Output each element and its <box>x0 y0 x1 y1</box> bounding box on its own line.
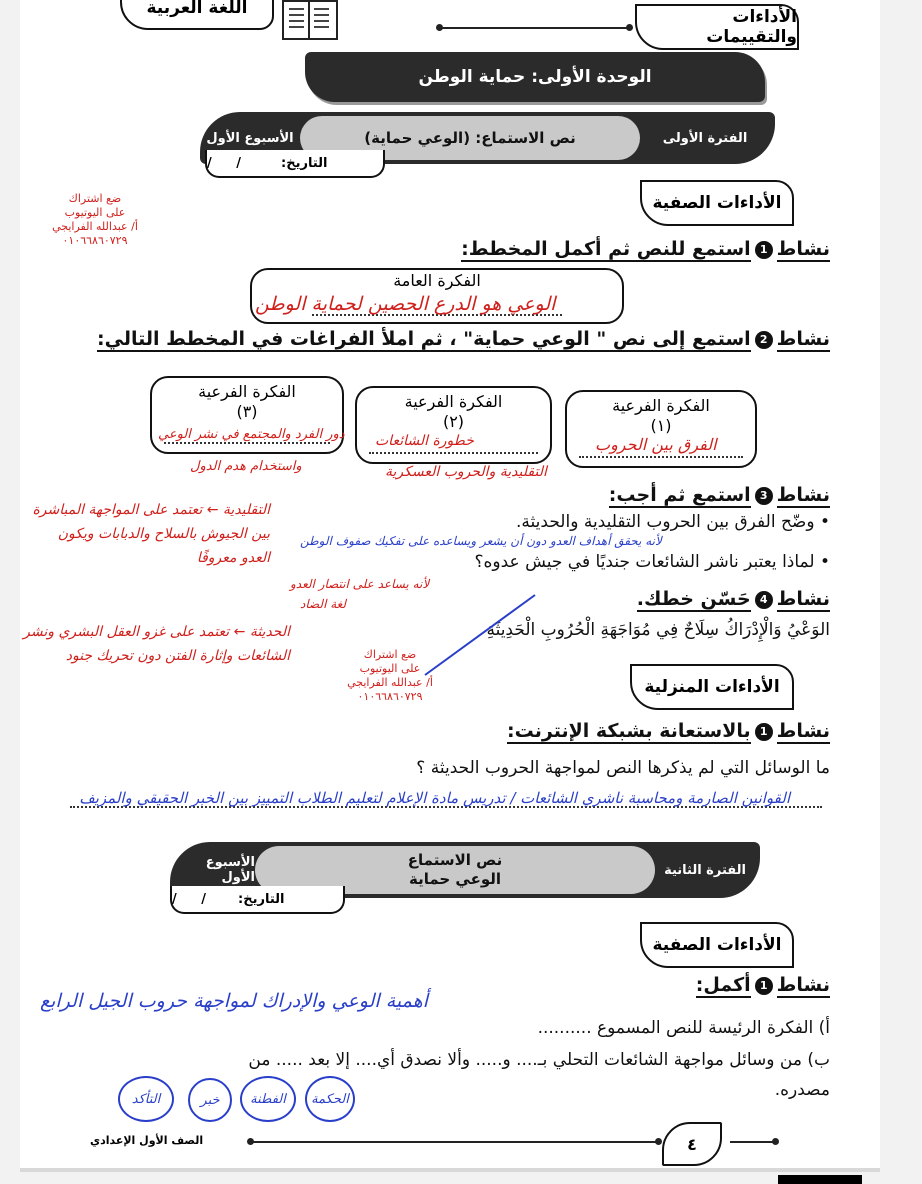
handwritten-note: لأنه يساعد على انتصار العدو <box>290 577 430 591</box>
activity-label: نشاط <box>776 588 830 610</box>
activity-number: 1 <box>755 241 773 259</box>
activity-number: 1 <box>755 977 773 995</box>
footer-dot <box>247 1138 254 1145</box>
youtube-stamp <box>345 648 435 704</box>
handwritten-note: واستخدام هدم الدول <box>190 459 302 474</box>
question-bullet: • وضّح الفرق بين الحروب التقليدية والحديثة. <box>516 512 830 532</box>
book-icon <box>282 0 338 40</box>
check-mark-icon <box>420 590 540 680</box>
handwritten-note: لغة الضاد <box>300 597 347 611</box>
activity-number: 3 <box>755 487 773 505</box>
period-label: الفترة الأولى <box>662 130 748 146</box>
week-label: الأسبوع الأول <box>205 855 255 885</box>
handwritten-circle-answer: الحكمة <box>305 1076 355 1122</box>
handwritten-circle-answer: التأكد <box>118 1076 174 1122</box>
activity-label: نشاط <box>776 484 830 506</box>
complete-activity-heading <box>696 974 830 997</box>
date-value: / / <box>207 155 252 171</box>
footer-dot <box>772 1138 779 1145</box>
activity-text: أكمل: <box>695 974 751 996</box>
page-edge <box>20 1168 880 1172</box>
footer-dot <box>655 1138 662 1145</box>
handwritten-answer: القوانين الصارمة ومحاسبة ناشري الشائعات / تدريس مادة الإعلام لتعليم الطلاب التمييز بين الخبر الحقيقي والمزيف <box>79 789 790 807</box>
stamp-text: ٠١٠٦٦٨٦٠٧٢٩ <box>357 690 423 703</box>
stamp-text: ٠١٠٦٦٨٦٠٧٢٩ <box>62 234 128 247</box>
header-divider <box>440 27 630 29</box>
stamp-text: على اليوتيوب <box>64 206 126 219</box>
question-b-end: مصدره. <box>774 1080 830 1100</box>
general-idea-title: الفكرة العامة <box>393 271 481 290</box>
divider-dot <box>436 24 443 31</box>
activity-text: حَسّن خطك. <box>636 588 751 610</box>
handwritten-answer: دور الفرد والمجتمع في نشر الوعي <box>158 427 345 442</box>
activity-label: نشاط <box>776 974 830 996</box>
handwritten-note-traditional: التقليدية ← تعتمد على المواجهة المباشرة بين الجيوش بالسلاح والدبابات ويكون العدو معروفًا <box>32 502 270 566</box>
unit-banner: الوحدة الأولى: حماية الوطن <box>305 52 765 102</box>
handwritten-answer: خطورة الشائعات <box>375 433 474 449</box>
handwritten-answer: الفرق بين الحروب <box>595 435 717 454</box>
class-section-tab-2: الأداءات الصفية <box>640 922 794 968</box>
date-value: / / <box>172 891 217 907</box>
handwritten-answer: لأنه يحقق أهداف العدو دون أن يشعر ويساعده على تفكيك صفوف الوطن <box>300 534 662 548</box>
handwritten-answer: الوعي هو الدرع الحصين لحماية الوطن <box>255 293 556 315</box>
class-section-tab: الأداءات الصفية <box>640 180 794 226</box>
question-text: وضّح الفرق بين الحروب التقليدية والحديثة. <box>516 512 815 532</box>
handwritten-circle-answer: الفطنة <box>240 1076 296 1122</box>
date-field[interactable] <box>170 886 345 914</box>
handwritten-circle-answer: خبر <box>188 1078 232 1122</box>
lesson-title-line: الوعي حماية <box>408 870 502 888</box>
date-label: التاريخ: <box>281 155 328 171</box>
sub-idea-title: الفكرة الفرعية <box>612 396 710 415</box>
stamp-text: أ/ عبدالله الفرايجي <box>347 676 433 689</box>
lesson-title: نص الاستماع: (الوعي حماية) <box>300 116 640 160</box>
activity-label: نشاط <box>776 328 830 350</box>
week-label: الأسبوع الأول <box>206 130 294 146</box>
sub-idea-number: (٢) <box>442 412 465 431</box>
activity-text: استمع إلى نص " الوعي حماية" ، ثم املأ الفراغات في المخطط التالي: <box>97 328 751 350</box>
footer-line <box>250 1141 660 1143</box>
home-section-tab: الأداءات المنزلية <box>630 664 794 710</box>
divider-dot <box>626 24 633 31</box>
sub-idea-box-2 <box>355 386 552 464</box>
stamp-text: أ/ عبدالله الفرايجي <box>52 220 138 233</box>
bottom-bar <box>778 1175 862 1184</box>
date-field[interactable] <box>205 150 385 178</box>
activity-label: نشاط <box>776 720 830 742</box>
answer-line <box>369 452 538 454</box>
sub-idea-title: الفكرة الفرعية <box>198 382 296 401</box>
activity-text: استمع للنص ثم أكمل المخطط: <box>461 238 751 260</box>
activity-number: 2 <box>755 331 773 349</box>
question-b: ب) من وسائل مواجهة الشائعات التحلي بـ.... و..... وألا نصدق أي.... إلا بعد ..... من <box>248 1050 830 1070</box>
activity-4-heading <box>637 588 830 611</box>
sub-idea-title: الفكرة الفرعية <box>404 392 503 411</box>
subject-tab: اللغة العربية <box>120 0 274 30</box>
footer-line <box>730 1141 775 1143</box>
handwriting-sentence: الوَعْيُ وَالْإِدْرَاكُ سِلَاحٌ فِي مُوَاجَهَةِ الْحُرُوبِ الْحَدِيثَةِ <box>486 620 830 640</box>
activity-text: استمع ثم أجب: <box>608 484 751 506</box>
lesson-title-line: نص الاستماع <box>407 851 503 869</box>
youtube-stamp <box>50 192 140 248</box>
date-label: التاريخ: <box>238 891 285 907</box>
activity-number: 4 <box>755 591 773 609</box>
home-question: ما الوسائل التي لم يذكرها النص لمواجهة الحروب الحديثة ؟ <box>416 758 830 778</box>
stamp-text: ضع اشتراك <box>363 648 417 661</box>
activity-label: نشاط <box>776 238 830 260</box>
activity-3-heading <box>609 484 830 507</box>
home-activity-heading <box>507 720 830 743</box>
handwritten-note-modern: الحديثة ← تعتمد على غزو العقل البشري ونشر الشائعات وإثارة الفتن دون تحريك جنود <box>23 624 290 664</box>
stamp-text: على اليوتيوب <box>359 662 421 675</box>
sub-idea-box-1 <box>565 390 757 468</box>
handwritten-answer: أهمية الوعي والإدراك لمواجهة حروب الجيل الرابع <box>40 990 428 1012</box>
grade-label: الصف الأول الإعدادي <box>90 1134 204 1147</box>
question-a: أ) الفكرة الرئيسة للنص المسموع .......... <box>537 1018 830 1038</box>
activity-2-heading <box>97 328 830 351</box>
page-number: ٤ <box>662 1122 722 1166</box>
period-label: الفترة الثانية <box>664 862 746 878</box>
sub-idea-number: (٣) <box>236 402 258 421</box>
handwritten-note: التقليدية والحروب العسكرية <box>385 464 547 480</box>
question-text: لماذا يعتبر ناشر الشائعات جنديًا في جيش عدوه؟ <box>474 552 815 572</box>
question-bullet: • لماذا يعتبر ناشر الشائعات جنديًا في جيش عدوه؟ <box>474 552 830 572</box>
activity-text: بالاستعانة بشبكة الإنترنت: <box>507 720 751 742</box>
activity-number: 1 <box>755 723 773 741</box>
sub-idea-number: (١) <box>650 416 672 435</box>
activity-1-heading <box>461 238 830 261</box>
stamp-text: ضع اشتراك <box>68 192 122 205</box>
section-tab: الأداءات والتقييمات <box>635 4 799 50</box>
answer-line <box>579 456 743 458</box>
